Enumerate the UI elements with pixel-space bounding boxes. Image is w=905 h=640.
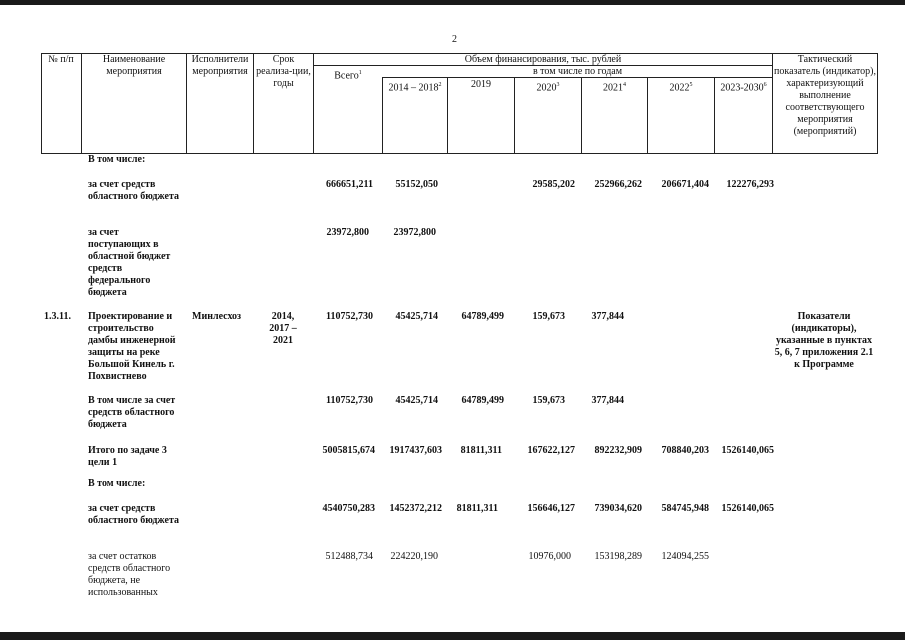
row-task3-remainder-2014-2018: 224220,190 xyxy=(390,551,438,562)
row-regional-budget-2020: 29585,202 xyxy=(532,179,575,190)
row-1311-regional-total: 110752,730 xyxy=(326,395,373,406)
row-total-task3-label: Итого по задаче 3 цели 1 xyxy=(88,445,167,468)
header-line-bottom xyxy=(41,153,878,154)
row-1311-regional-2020: 159,673 xyxy=(532,395,565,406)
row-task3-remainder-2020: 10976,000 xyxy=(528,551,571,562)
row-task3-regional-2021: 739034,620 xyxy=(594,503,642,514)
row-total-task3-2023-2030: 1526140,065 xyxy=(721,445,774,456)
row-1311-regional-2019: 64789,499 xyxy=(461,395,504,406)
row-task3-regional-2022: 584745,948 xyxy=(661,503,709,514)
row-1311-term: 2014, 2017 – 2021 xyxy=(269,311,297,346)
page-number: 2 xyxy=(452,34,457,45)
header-funding: Объем финансирования, тыс. рублей xyxy=(464,54,622,65)
row-task3-regional-2014-2018: 1452372,212 xyxy=(389,503,442,514)
header-name: Наименование мероприятия xyxy=(102,54,166,77)
row-task3-remainder-label: за счет остатков средств областного бюджета, не использованных xyxy=(88,551,171,598)
header-executors: Исполнители мероприятия xyxy=(191,54,249,77)
row-task3-regional-label: за счет средств областного бюджета xyxy=(88,503,179,526)
row-1311-2014-2018: 45425,714 xyxy=(395,311,438,322)
row-1311-2019: 64789,499 xyxy=(461,311,504,322)
row-regional-budget-2014-2018: 55152,050 xyxy=(395,179,438,190)
row-regional-budget-2022: 206671,404 xyxy=(661,179,709,190)
header-vline xyxy=(877,53,878,154)
row-1311-regional-2021: 377,844 xyxy=(591,395,624,406)
row-federal-budget-total: 23972,800 xyxy=(326,227,369,238)
row-1311-number: 1.3.11. xyxy=(44,311,71,322)
row-task3-remainder-2022: 124094,255 xyxy=(661,551,709,562)
row-1311-total: 110752,730 xyxy=(326,311,373,322)
row-total-task3-2019: 81811,311 xyxy=(460,445,502,456)
row-total-task3-2020: 167622,127 xyxy=(527,445,575,456)
header-vline xyxy=(41,53,42,154)
header-indicator: Тактический показатель (индикатор), характеризующий выполнение соответствующего мероприятия (мероприятий) xyxy=(774,54,876,137)
top-border xyxy=(0,0,905,5)
row-task3-remainder-total: 512488,734 xyxy=(325,551,373,562)
header-year-2021: 2021$^4$ xyxy=(603,82,626,94)
row-including-label-2: В том числе: xyxy=(88,478,146,489)
row-total-task3-total: 5005815,674 xyxy=(322,445,375,456)
row-task3-remainder-2021: 153198,289 xyxy=(594,551,642,562)
row-1311-regional-2014-2018: 45425,714 xyxy=(395,395,438,406)
row-task3-regional-2023-2030: 1526140,065 xyxy=(721,503,774,514)
row-federal-budget-2014-2018: 23972,800 xyxy=(393,227,436,238)
row-including-label: В том числе: xyxy=(88,154,146,165)
header-year-2019: 2019 xyxy=(471,79,491,90)
row-regional-budget-label: за счет средств областного бюджета xyxy=(88,179,179,202)
header-by-years: в том числе по годам xyxy=(532,66,623,77)
table-header xyxy=(41,53,878,154)
header-total: Всего$^1$ xyxy=(334,70,362,82)
header-year-2014-2018: 2014 – 2018$^2$ xyxy=(388,82,442,94)
header-vline xyxy=(772,53,773,154)
row-regional-budget-2023-2030: 122276,293 xyxy=(726,179,774,190)
row-1311-executor: Минлесхоз xyxy=(192,311,242,322)
row-total-task3-2021: 892232,909 xyxy=(594,445,642,456)
row-1311-2020: 159,673 xyxy=(532,311,565,322)
row-total-task3-2014-2018: 1917437,603 xyxy=(389,445,442,456)
row-federal-budget-label: за счет поступающих в областной бюджет средств федерального бюджета xyxy=(88,227,171,298)
header-year-2023-2030: 2023-2030$^6$ xyxy=(720,82,767,94)
header-vline xyxy=(81,53,82,154)
row-regional-budget-total: 666651,211 xyxy=(326,179,373,190)
bottom-border xyxy=(0,632,905,640)
header-num: № п/п xyxy=(48,54,74,65)
row-1311-regional-label: В том числе за счет средств областного бюджета xyxy=(88,395,176,430)
row-1311-2021: 377,844 xyxy=(591,311,624,322)
row-1311-name: Проектирование и строительство дамбы инженерной защиты на реке Большой Кинель г. Похвистнево xyxy=(88,311,176,382)
header-vline xyxy=(253,53,254,154)
header-term: Срок реализа-ции, годы xyxy=(256,54,311,89)
row-task3-regional-2020: 156646,127 xyxy=(527,503,575,514)
row-task3-regional-2019: 81811,311 xyxy=(456,503,498,514)
row-1311-indicator: Показатели (индикаторы), указанные в пунктах 5, 6, 7 приложения 2.1 к Программе xyxy=(774,311,874,370)
header-year-2020: 2020$^3$ xyxy=(536,82,560,94)
header-year-2022: 2022$^5$ xyxy=(669,82,693,94)
row-regional-budget-2021: 252966,262 xyxy=(594,179,642,190)
row-total-task3-2022: 708840,203 xyxy=(661,445,709,456)
row-task3-regional-total: 4540750,283 xyxy=(322,503,375,514)
